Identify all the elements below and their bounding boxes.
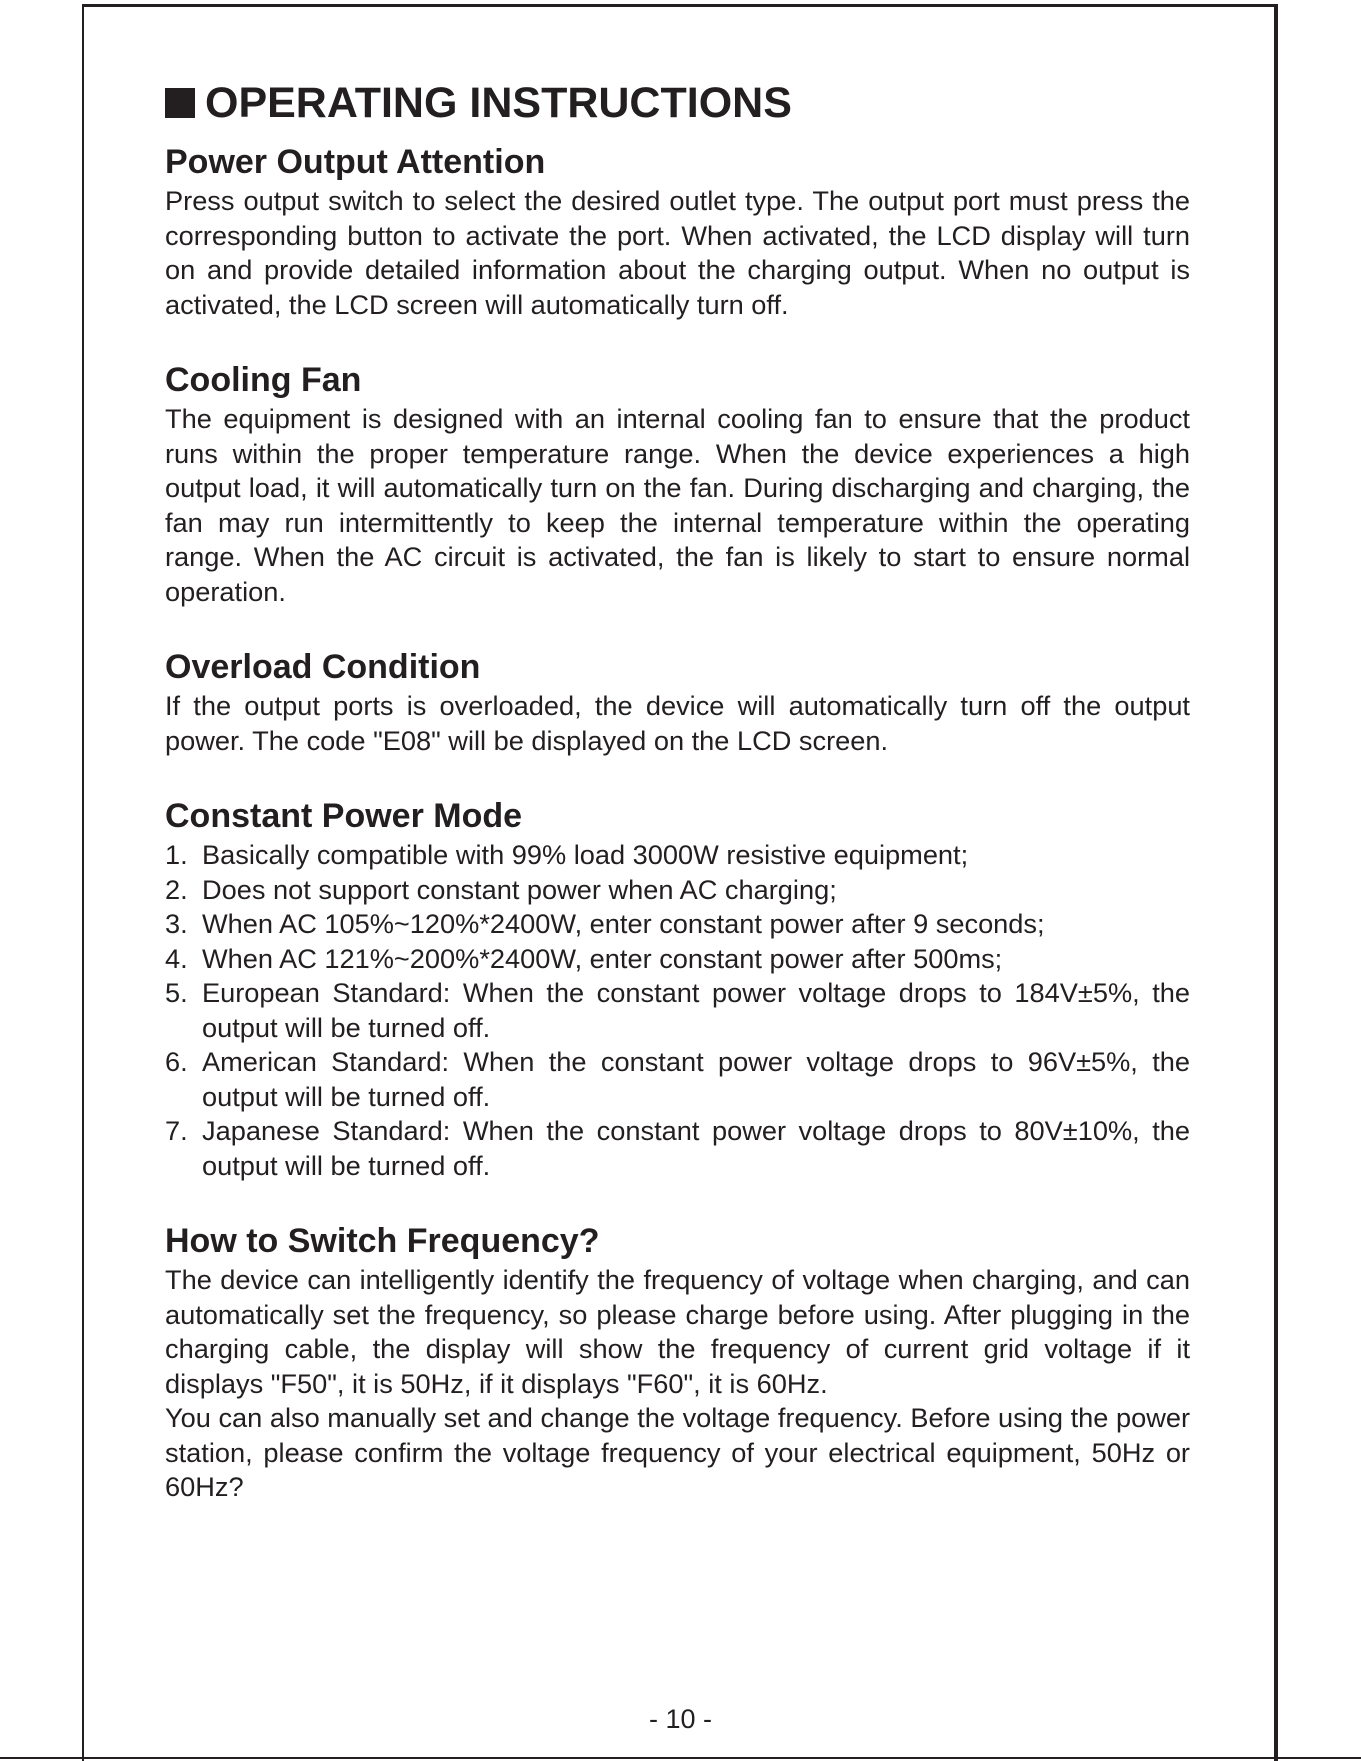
page-number: - 10 - [648, 1704, 713, 1734]
section-paragraph: If the output ports is overloaded, the device will automatically turn off the output power. The code "E08" will be displayed on the LCD screen. [165, 690, 1190, 756]
list-item [165, 873, 1190, 908]
section-heading: How to Switch Frequency? [165, 1222, 600, 1260]
section-power-output-attention [165, 142, 1190, 322]
page-border-top [82, 4, 1276, 7]
page-title-text: OPERATING INSTRUCTIONS [205, 79, 792, 127]
list-item-text: European Standard: When the constant power voltage drops to 184V±5%, the output will be turned off. [202, 977, 1190, 1043]
list-item-number: 6. [165, 1046, 188, 1077]
list-item-text: Does not support constant power when AC charging; [202, 873, 837, 905]
section-overload-condition [165, 647, 1190, 758]
section-paragraph: You can also manually set and change the voltage frequency. Before using the power station, please confirm the voltage frequency of your electrical equipment, 50Hz or 60Hz? [165, 1402, 1190, 1502]
section-cooling-fan [165, 360, 1190, 609]
section-paragraph: The device can intelligently identify the frequency of voltage when charging, and can automatically set the frequency, so please charge before using. After plugging in the charging cable, the display will show the frequency of current grid voltage if it displays "F50", it is 50Hz, if it displays "F60", it is 60Hz. [165, 1264, 1190, 1399]
page-border-bottom [0, 1757, 1361, 1759]
list-item-number: 4. [165, 942, 188, 974]
list-item [165, 942, 1190, 977]
list-item [165, 976, 1190, 1045]
list-item-number: 3. [165, 908, 188, 939]
list-item-text: American Standard: When the constant power voltage drops to 96V±5%, the output will be turned off. [202, 1046, 1190, 1112]
page-title [165, 78, 1190, 128]
list-item-text: Basically compatible with 99% load 3000W resistive equipment; [202, 839, 969, 870]
list-item-text: When AC 105%~120%*2400W, enter constant power after 9 seconds; [202, 908, 1045, 939]
page-border-right [1274, 4, 1278, 1761]
list-item [165, 838, 1190, 873]
section-heading: Power Output Attention [165, 143, 546, 181]
section-paragraph: The equipment is designed with an internal cooling fan to ensure that the product runs within the proper temperature range. When the device experiences a high output load, it will automatically turn on the fan. During discharging and charging, the fan may run intermittently to keep the internal temperature within the operating range. When the AC circuit is activated, the fan is likely to start to ensure normal operation. [165, 403, 1190, 607]
list-item-number: 2. [165, 873, 188, 905]
page-border-left [82, 4, 84, 1761]
section-heading: Constant Power Mode [165, 797, 523, 835]
list-item [165, 907, 1190, 942]
page-content [165, 78, 1190, 1543]
list-item-text: Japanese Standard: When the constant power voltage drops to 80V±10%, the output will be turned off. [202, 1115, 1190, 1181]
list-item-number: 1. [165, 839, 188, 870]
list-item [165, 1114, 1190, 1183]
list-item [165, 1045, 1190, 1114]
section-switch-frequency [165, 1221, 1190, 1505]
constant-power-list [165, 838, 1190, 1183]
section-heading: Cooling Fan [165, 361, 362, 399]
list-item-text: When AC 121%~200%*2400W, enter constant power after 500ms; [202, 942, 1003, 974]
section-paragraph: Press output switch to select the desired outlet type. The output port must press the corresponding button to activate the port. When activated, the LCD display will turn on and provide detailed information about the charging output. When no output is activated, the LCD screen will automatically turn off. [165, 185, 1190, 320]
section-constant-power-mode [165, 796, 1190, 1183]
list-item-number: 5. [165, 977, 188, 1008]
list-item-number: 7. [165, 1115, 188, 1146]
section-heading: Overload Condition [165, 648, 481, 686]
black-square-icon [165, 88, 195, 118]
